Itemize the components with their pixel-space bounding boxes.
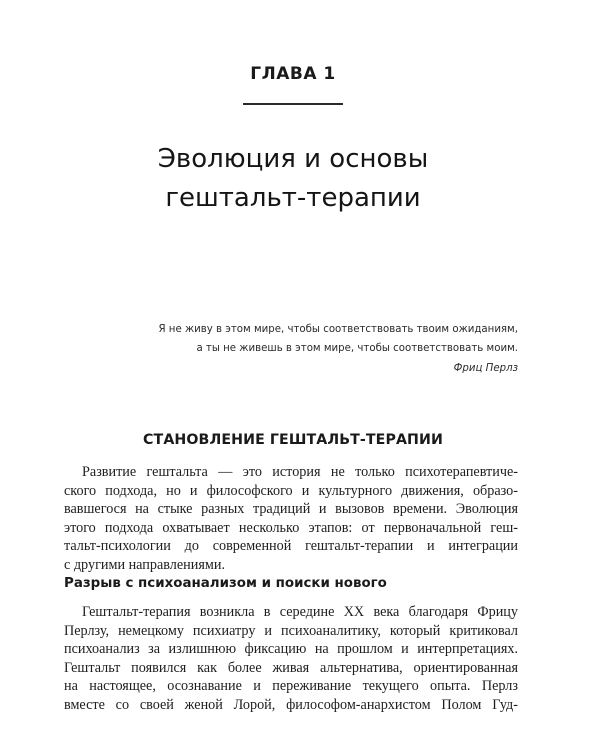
subsection-paragraph (64, 603, 518, 715)
paragraph-line: ского подхода, но и философского и культурного движения, образо- (64, 482, 518, 499)
paragraph-line: вместе со своей женой Лорой, философом-анархистом Полом Гуд- (64, 696, 518, 713)
chapter-title-line: Эволюция и основы (157, 144, 429, 174)
paragraph-line: Гештальт-терапия возникла в середине XX века благодаря Фрицу (82, 604, 518, 620)
paragraph-line: с другими направлениями. (64, 556, 225, 573)
paragraph-line: на настоящее, осознавание и переживание текущего опыта. Перлз (64, 678, 518, 695)
paragraph-line: психоанализ за излишнюю фиксацию на прошлом и интерпретациях. (64, 641, 518, 658)
chapter-title (0, 140, 586, 218)
section-paragraph (64, 463, 518, 575)
paragraph-line: вавшегося на стыке разных традиций и вызовов времени. Эволюция (64, 501, 518, 518)
chapter-divider (243, 103, 343, 105)
paragraph-line: этого подхода охватывает несколько этапов: от первоначальной геш- (64, 519, 518, 536)
paragraph-line: тальт-психологии до современной гештальт-терапии и интеграции (64, 538, 518, 555)
epigraph-line: Я не живу в этом мире, чтобы соответствовать твоим ожиданиям, (158, 324, 518, 335)
paragraph-line: Перлзу, немецкому психиатру и психоаналитику, который критиковал (64, 622, 518, 639)
paragraph-line: Развитие гештальта — это история не только психотерапевтиче- (82, 464, 518, 480)
paragraph-line: Гештальт появился как более живая альтернатива, ориентированная (64, 659, 518, 676)
epigraph (158, 320, 518, 378)
subsection-heading: Разрыв с психоанализом и поиски нового (64, 576, 387, 591)
section-heading: СТАНОВЛЕНИЕ ГЕШТАЛЬТ-ТЕРАПИИ (143, 432, 443, 448)
epigraph-author: Фриц Перлз (453, 363, 518, 374)
chapter-title-line: гештальт-терапии (165, 183, 421, 213)
chapter-label: ГЛАВА 1 (250, 64, 336, 84)
epigraph-line: а ты не живешь в этом мире, чтобы соответствовать моим. (196, 343, 518, 354)
